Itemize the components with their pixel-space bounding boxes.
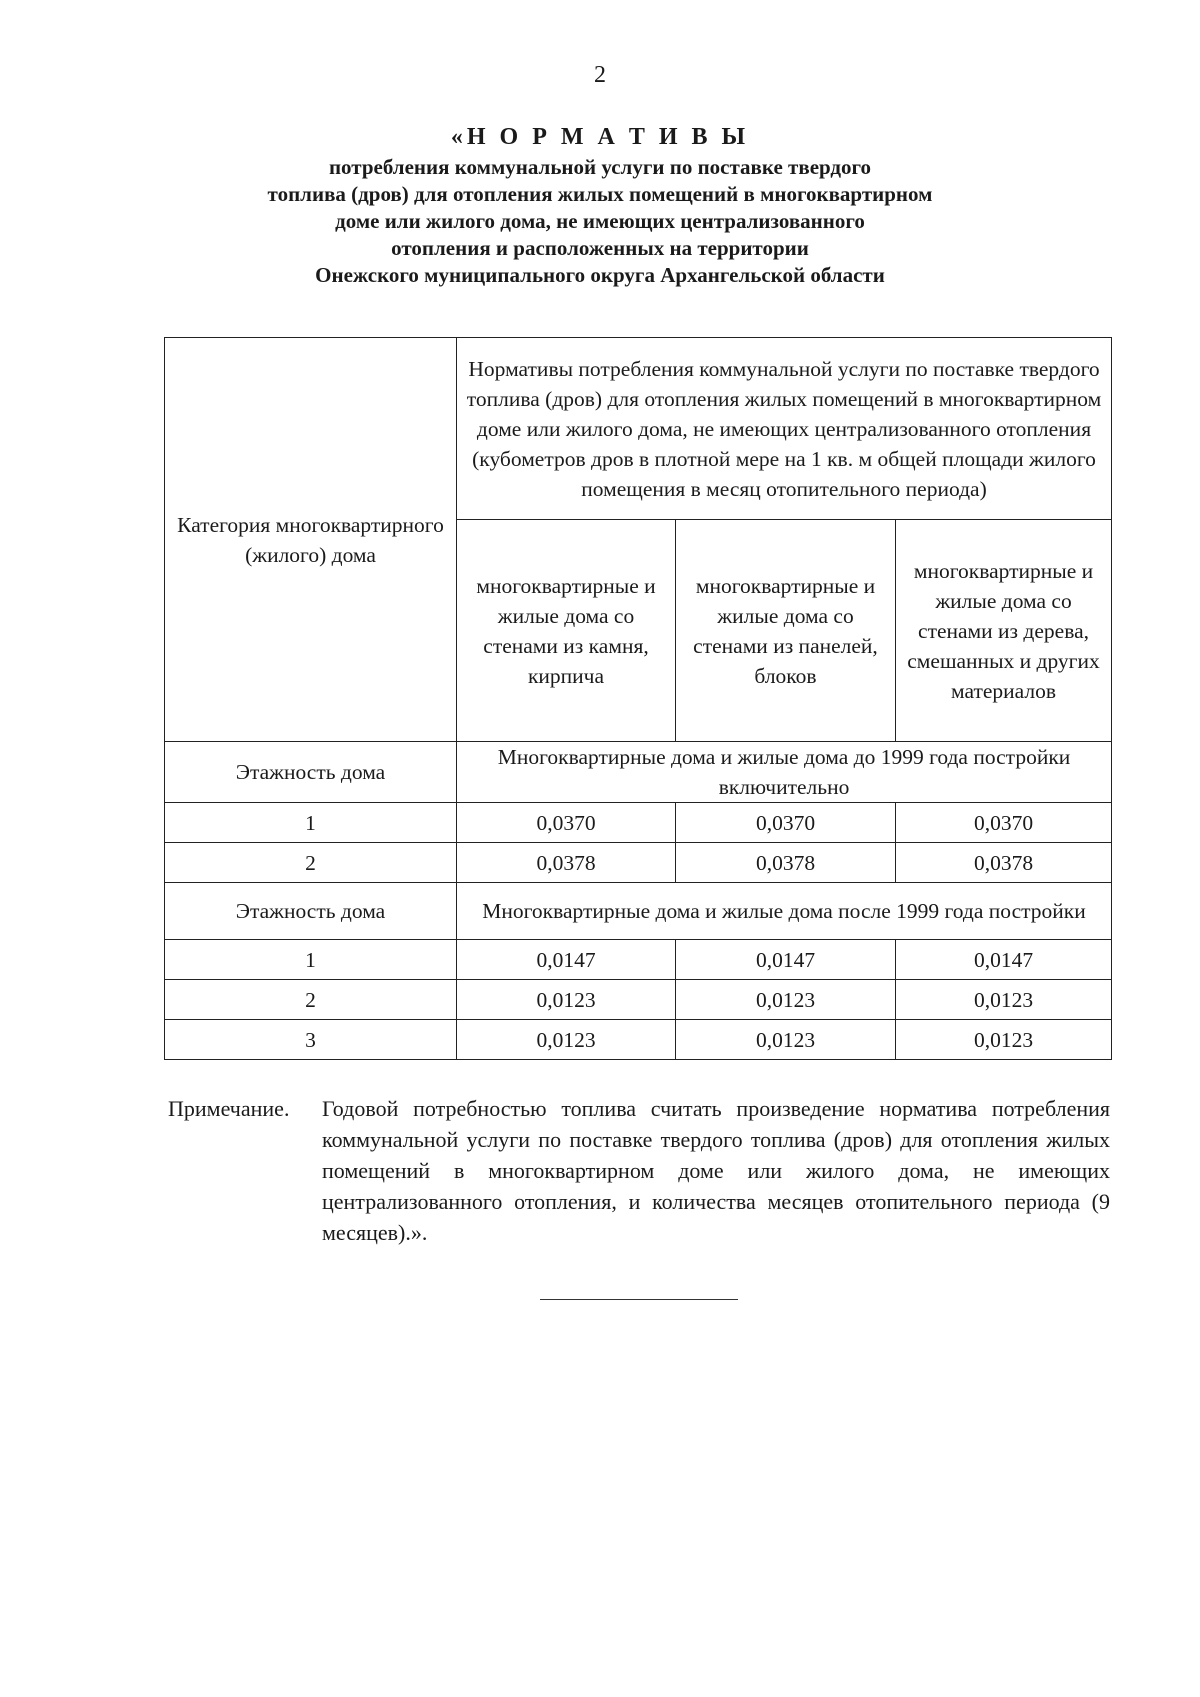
title-line-1: потребления коммунальной услуги по поставке твердого [328,155,872,179]
end-separator-line [540,1299,738,1300]
table-row [165,980,1112,1020]
title-main: «Н О Р М А Т И В Ы [450,124,750,150]
row-label-floors: Этажность дома [165,742,457,803]
value-cell: 0,0370 [896,803,1112,843]
norms-table [164,337,1112,1060]
floors-cell: 1 [165,803,457,843]
floors-cell: 2 [165,843,457,883]
value-cell: 0,0123 [457,980,676,1020]
table-row [165,1020,1112,1060]
value-cell: 0,0378 [457,843,676,883]
section-row [165,883,1112,940]
value-cell: 0,0123 [676,1020,896,1060]
value-cell: 0,0123 [457,1020,676,1060]
section-title: Многоквартирные дома и жилые дома до 1999 года постройки включительно [457,742,1112,803]
value-cell: 0,0147 [896,940,1112,980]
note-text: Годовой потребностью топлива считать произведение норматива потребления коммунальной услуги по поставке твердого топлива (дров) для отопления жилых помещений в многоквартирном доме или жилого дома, не имеющих централизованного отопления, и количества месяцев отопительного периода (9 месяцев).». [322,1096,1110,1245]
floors-cell: 2 [165,980,457,1020]
value-cell: 0,0378 [676,843,896,883]
value-cell: 0,0378 [896,843,1112,883]
value-cell: 0,0370 [676,803,896,843]
value-cell: 0,0370 [457,803,676,843]
page-number: 2 [594,62,606,88]
column-header-wood: многоквартирные и жилые дома со стенами из дерева, смешанных и других материалов [896,520,1112,742]
norms-header: Нормативы потребления коммунальной услуги по поставке твердого топлива (дров) для отопления жилых помещений в многоквартирном доме или жилого дома, не имеющих централизованного отопления (кубометров дров в плотной мере на 1 кв. м общей площади жилого помещения в месяц отопительного периода) [457,338,1112,520]
title-line-5: Онежского муниципального округа Архангельской области [315,263,885,287]
title-line-4: отопления и расположенных на территории [391,236,809,260]
floors-cell: 3 [165,1020,457,1060]
row-label-floors: Этажность дома [165,883,457,940]
category-header: Категория многоквартирного (жилого) дома [165,338,457,742]
table-row [165,803,1112,843]
table-row [165,843,1112,883]
floors-cell: 1 [165,940,457,980]
value-cell: 0,0147 [457,940,676,980]
title-line-2: топлива (дров) для отопления жилых помещений в многоквартирном [267,182,933,206]
title-line-3: доме или жилого дома, не имеющих централизованного [335,209,865,233]
column-header-panel: многоквартирные и жилые дома со стенами из панелей, блоков [676,520,896,742]
column-header-stone: многоквартирные и жилые дома со стенами из камня, кирпича [457,520,676,742]
table-row [165,940,1112,980]
value-cell: 0,0123 [896,1020,1112,1060]
section-row [165,742,1112,803]
value-cell: 0,0147 [676,940,896,980]
value-cell: 0,0123 [896,980,1112,1020]
section-title: Многоквартирные дома и жилые дома после 1999 года постройки [457,883,1112,940]
note-label: Примечание. [168,1096,290,1121]
document-title [180,120,1020,289]
value-cell: 0,0123 [676,980,896,1020]
